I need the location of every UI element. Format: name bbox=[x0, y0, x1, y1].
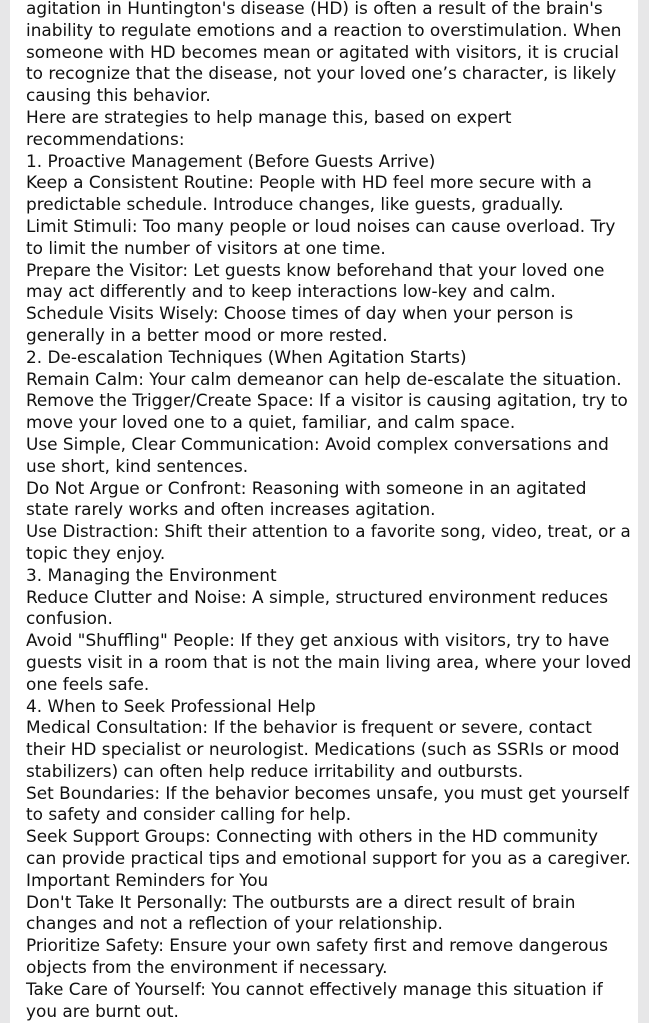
text-line: state rarely works and often increases agitation. bbox=[26, 499, 436, 520]
text-line: Remove the Trigger/Create Space: If a visitor is causing agitation, try to bbox=[26, 390, 628, 411]
text-line: guests visit in a room that is not the main living area, where your loved bbox=[26, 651, 632, 672]
text-line: stabilizers) can often help reduce irritability and outbursts. bbox=[26, 760, 524, 781]
text-line: one feels safe. bbox=[26, 673, 150, 694]
message-text[interactable] bbox=[26, 0, 631, 1022]
text-line: Medical Consultation: If the behavior is frequent or severe, contact bbox=[26, 717, 592, 738]
text-line: Don't Take It Personally: The outbursts are a direct result of brain bbox=[26, 891, 576, 912]
text-line: to limit the number of visitors at one time. bbox=[26, 237, 386, 258]
text-line: recommendations: bbox=[26, 128, 185, 149]
text-line: generally in a better mood or more rested. bbox=[26, 324, 388, 345]
text-line: Keep a Consistent Routine: People with HD feel more secure with a bbox=[26, 172, 592, 193]
text-line: changes and not a reflection of your relationship. bbox=[26, 913, 443, 934]
text-line: Use Simple, Clear Communication: Avoid complex conversations and bbox=[26, 433, 609, 454]
text-line: causing this behavior. bbox=[26, 85, 211, 106]
text-line: objects from the environment if necessary. bbox=[26, 957, 388, 978]
text-line: Here are strategies to help manage this, based on expert bbox=[26, 106, 512, 127]
message-panel bbox=[10, 0, 638, 1023]
text-line: Avoid "Shuffling" People: If they get anxious with visitors, try to have bbox=[26, 630, 610, 651]
text-line: may act differently and to keep interactions low-key and calm. bbox=[26, 281, 556, 302]
text-line: Use Distraction: Shift their attention to a favorite song, video, treat, or a bbox=[26, 521, 631, 542]
text-line: Important Reminders for You bbox=[26, 869, 269, 890]
text-line: topic they enjoy. bbox=[26, 542, 166, 563]
text-line: Schedule Visits Wisely: Choose times of day when your person is bbox=[26, 303, 574, 324]
text-line: to safety and consider calling for help. bbox=[26, 804, 352, 825]
text-line: inability to regulate emotions and a reaction to overstimulation. When bbox=[26, 19, 622, 40]
text-line: Prioritize Safety: Ensure your own safety first and remove dangerous bbox=[26, 935, 608, 956]
text-line: 3. Managing the Environment bbox=[26, 564, 277, 585]
text-line: use short, kind sentences. bbox=[26, 455, 249, 476]
text-line: to recognize that the disease, not your loved one’s character, is likely bbox=[26, 63, 617, 84]
text-line: confusion. bbox=[26, 608, 113, 629]
text-line: 2. De-escalation Techniques (When Agitation Starts) bbox=[26, 346, 467, 367]
text-line: Reduce Clutter and Noise: A simple, structured environment reduces bbox=[26, 586, 609, 607]
text-line: Set Boundaries: If the behavior becomes unsafe, you must get yourself bbox=[26, 782, 629, 803]
text-line: you are burnt out. bbox=[26, 1000, 179, 1021]
text-line: agitation in Huntington's disease (HD) is often a result of the brain's bbox=[26, 0, 603, 18]
text-line: Do Not Argue or Confront: Reasoning with someone in an agitated bbox=[26, 477, 587, 498]
text-line: predictable schedule. Introduce changes, like guests, gradually. bbox=[26, 194, 564, 215]
text-line: their HD specialist or neurologist. Medications (such as SSRIs or mood bbox=[26, 739, 620, 760]
text-line: 4. When to Seek Professional Help bbox=[26, 695, 316, 716]
text-line: Prepare the Visitor: Let guests know beforehand that your loved one bbox=[26, 259, 605, 280]
text-line: 1. Proactive Management (Before Guests Arrive) bbox=[26, 150, 436, 171]
text-line: Remain Calm: Your calm demeanor can help de-escalate the situation. bbox=[26, 368, 622, 389]
text-line: can provide practical tips and emotional support for you as a caregiver. bbox=[26, 848, 631, 869]
text-line: someone with HD becomes mean or agitated with visitors, it is crucial bbox=[26, 41, 619, 62]
text-line: Limit Stimuli: Too many people or loud noises can cause overload. Try bbox=[26, 215, 616, 236]
text-line: move your loved one to a quiet, familiar, and calm space. bbox=[26, 412, 516, 433]
text-line: Seek Support Groups: Connecting with others in the HD community bbox=[26, 826, 598, 847]
text-line: Take Care of Yourself: You cannot effectively manage this situation if bbox=[26, 978, 603, 999]
